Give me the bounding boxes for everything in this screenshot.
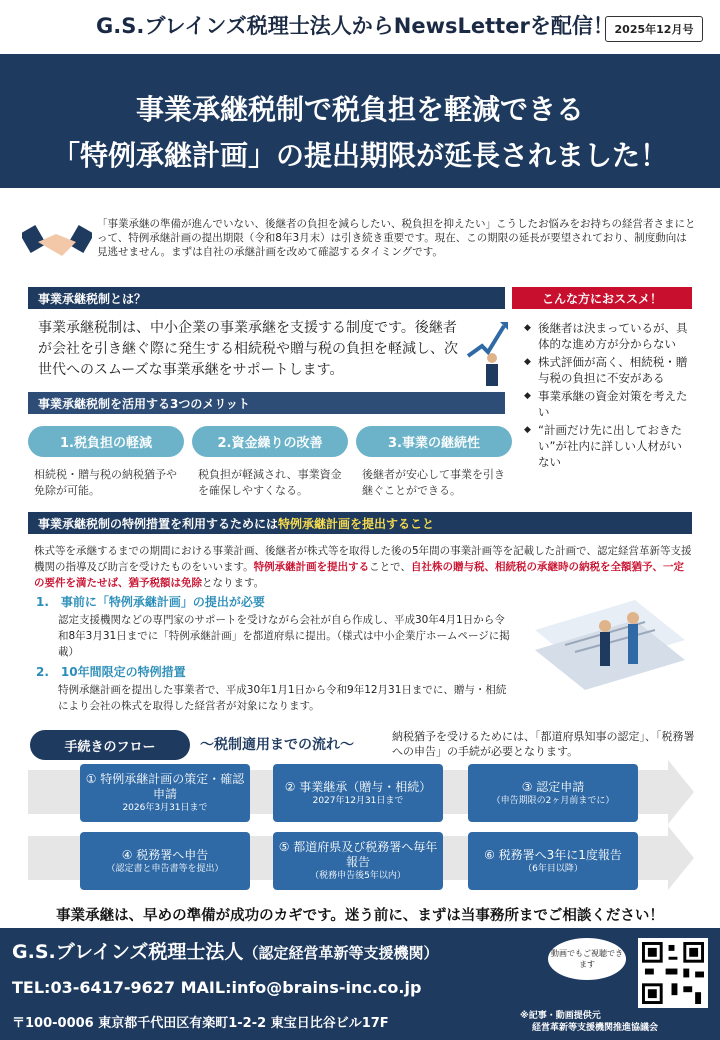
credit: ※記事・動画提供元 経営革新等支援機関推進協議会 bbox=[520, 1011, 659, 1033]
section-what-is-body: 事業承継税制は、中小企業の事業承継を支援する制度です。後継者が会社を引き継ぐ際に発生する相続税や贈与税の負担を軽減し、次世代へのスムーズな事業承継をサポートします。 bbox=[38, 320, 458, 378]
recommend-item: ◆ 事業承継の資金対策を考えたい bbox=[524, 389, 688, 419]
point-1-body: 認定支援機関などの専門家のサポートを受けながら会社が自ら作成し、平成30年4月1日から令和8年3月31日までに「特例承継計画」を都道府県に提出。（様式は中小企業庁ホームページに掲載） bbox=[58, 614, 510, 658]
merit-desc: 税負担が軽減され、事業資金を確保しやすくなる。 bbox=[198, 468, 342, 497]
handshake-icon bbox=[22, 218, 92, 268]
flow-step: ⑥ 税務署へ3年に1度報告 （6年目以降） bbox=[468, 832, 638, 890]
recommend-list bbox=[524, 320, 692, 472]
point-2-title: 2. 10年間限定の特例措置 bbox=[36, 665, 186, 679]
special-measure-paragraph: 株式等を承継するまでの期間における事業計画、後継者が株式等を取得した後の5年間の事業計画等を記載した計画で、認定経営革新等支援機関の指導及び助言を受けたものをいいます。特例承継計画を提出することで、自社株の贈与税、相続税の承継時の納税を全額猶予、一定の要件を満たせば、猶予税額は免除となります。 bbox=[34, 545, 692, 589]
flow-step: ④ 税務署へ申告 （認定書と申告書等を提出） bbox=[80, 832, 250, 890]
merit-pill: 3.事業の継続性 bbox=[356, 426, 512, 457]
merits-title: 事業承継税制を活用する3つのメリット bbox=[28, 392, 505, 414]
firm-name: G.S.ブレインズ税理士法人（認定経営革新等支援機関） bbox=[12, 941, 439, 963]
point-1-title: 1. 事前に「特例承継計画」の提出が必要 bbox=[36, 595, 265, 609]
address: 〒100-0006 東京都千代田区有楽町1-2-2 東宝日比谷ビル17F bbox=[12, 1016, 389, 1031]
merit-desc: 相続税・贈与税の納税猶予や免除が可能。 bbox=[34, 468, 177, 497]
headline-line-1: 事業承継税制で税負担を軽減できる bbox=[135, 93, 584, 126]
flow-label: 手続きのフロー bbox=[30, 730, 190, 760]
section-what-is-title: 事業承継税制とは？ bbox=[28, 287, 505, 309]
intro-text: 「事業承継の準備が進んでいない、後継者の負担を減らしたい、税負担を抑えたい」こうしたお悩みをお持ちの経営者さまにとって、特例承継計画の提出期限（令和8年3月末）は引き続き重要です。現在、この期限の延長が要望されており、制度動向は見逃せません。まずは自社の承継計画を改めて確認するタイミングです。 bbox=[97, 218, 696, 258]
merit-pill: 2.資金繰りの改善 bbox=[192, 426, 348, 457]
flow-subtitle: ～税制適用までの流れ～ bbox=[200, 737, 354, 753]
video-bubble: 動画でもご視聴できます bbox=[548, 938, 626, 980]
special-measure-title: 事業承継税制の特例措置を利用するためには 特例承継計画を提出すること bbox=[28, 512, 692, 534]
recommend-title: こんな方におススメ！ bbox=[512, 287, 692, 309]
businessman-arrow-icon bbox=[464, 316, 512, 388]
merit-desc: 後継者が安心して事業を引き継ぐことができる。 bbox=[362, 468, 505, 497]
flow-step: ① 特例承継計画の策定・確認申請 2026年3月31日まで bbox=[80, 764, 250, 822]
flow-step: ② 事業継承（贈与・相続） 2027年12月31日まで bbox=[273, 764, 443, 822]
flow-step: ③ 認定申請 （申告期限の2ヶ月前までに） bbox=[468, 764, 638, 822]
newsletter-title: G.S.ブレインズ税理士法人からNewsLetterを配信！ bbox=[96, 14, 614, 38]
recommend-item: ◆ 後継者は決まっているが、具体的な進め方が分からない bbox=[524, 321, 688, 351]
documents-illustration bbox=[525, 590, 695, 710]
contact-info[interactable]: TEL:03-6417-9627 MAIL:info@brains-inc.co.jp bbox=[12, 978, 422, 997]
qr-code-icon[interactable] bbox=[638, 938, 708, 1008]
issue-date-badge: 2025年12月号 bbox=[605, 16, 703, 42]
point-2-body: 特例承継計画を提出した事業者で、平成30年1月1日から令和9年12月31日までに、贈与・相続により会社の株式を取得した経営者が対象になります。 bbox=[58, 684, 507, 712]
merit-pill: 1.税負担の軽減 bbox=[28, 426, 184, 457]
flow-step: ⑤ 都道府県及び税務署へ毎年報告 （税務申告後5年以内） bbox=[273, 832, 443, 890]
recommend-item: ◆ “計画だけ先に出しておきたい”が社内に詳しい人材がいない bbox=[524, 423, 682, 469]
closing-message: 事業承継は、早めの準備が成功のカギです。迷う前に、まずは当事務所までご相談ください！ bbox=[56, 908, 664, 924]
flow-note: 納税猶予を受けるためには、「都道府県知事の認定」、「税務署への申告」の手続が必要となります。 bbox=[392, 730, 695, 758]
recommend-item: ◆ 株式評価が高く、相続税・贈与税の負担に不安がある bbox=[524, 355, 688, 385]
headline-line-2: 「特例承継計画」の提出期限が延長されました！ bbox=[51, 139, 668, 172]
